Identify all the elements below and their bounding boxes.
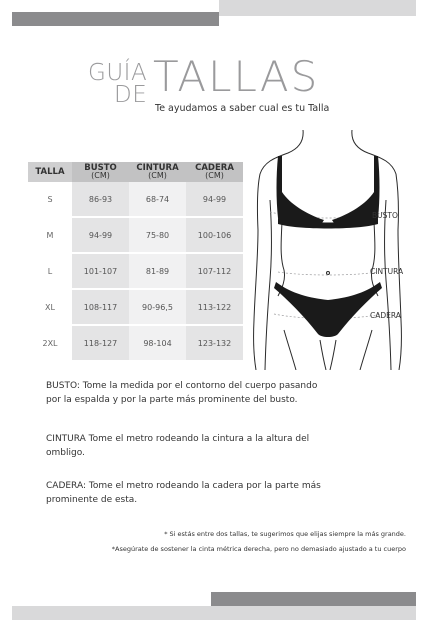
note-tape-measure: *Asegúrate de sostener la cinta métrica derecha, pero no demasiado ajustado a tu cuerpo [111,545,406,553]
term-cintura: CINTURA [46,434,86,444]
header-cadera [186,162,243,182]
top-dark-bar [12,12,219,26]
header-talla [28,162,72,182]
cell-busto: 94-99 [72,217,129,253]
header-cadera-unit: (CM) [205,171,224,181]
text-cadera: Tome el metro rodeando la cadera por la parte más prominente de esta. [46,481,321,505]
cell-talla: XL [28,289,72,325]
bottom-light-bar [12,606,416,620]
cell-busto: 108-117 [72,289,129,325]
page-title: TALLAS [153,52,320,101]
header-busto-unit: (CM) [91,171,110,181]
cell-talla: S [28,182,72,217]
note-size-between: * Si estás entre dos tallas, te sugerimos que elijas siempre la más grande. [164,530,406,538]
cell-cintura: 75-80 [129,217,186,253]
table-header-row [28,162,243,182]
cell-cintura: 98-104 [129,325,186,361]
description-cadera [46,480,326,507]
bikini-top [277,156,380,229]
body-figure-illustration [248,130,416,370]
cell-cintura: 81-89 [129,253,186,289]
header-busto [72,162,129,182]
text-cintura: Tome el metro rodeando la cintura a la altura del ombligo. [46,434,310,458]
description-cintura [46,433,326,460]
term-busto: BUSTO: [46,381,80,391]
header-busto-label: BUSTO [84,162,117,173]
cell-cadera: 113-122 [186,289,243,325]
bottom-dark-bar [211,592,416,606]
header-cintura-unit: (CM) [148,171,167,181]
table-row [28,217,243,253]
text-busto: Tome la medida por el contorno del cuerpo pasando por la espalda y por la parte más prominente del busto. [46,381,318,405]
table-row [28,289,243,325]
title-de: DE [114,82,148,108]
cell-busto: 86-93 [72,182,129,217]
cell-cadera: 107-112 [186,253,243,289]
size-table [28,162,243,362]
description-busto [46,380,326,407]
label-busto: BUSTO [372,211,398,220]
cell-talla: 2XL [28,325,72,361]
cell-cadera: 94-99 [186,182,243,217]
term-cadera: CADERA: [46,481,86,491]
bikini-bottom [274,282,382,337]
cell-cadera: 123-132 [186,325,243,361]
header-talla-label: TALLA [35,166,65,177]
title-guia: GUÍA [88,60,148,86]
subtitle: Te ayudamos a saber cual es tu Talla [155,103,330,114]
cell-busto: 118-127 [72,325,129,361]
cell-talla: L [28,253,72,289]
label-cadera: CADERA [370,311,401,320]
cell-cintura: 68-74 [129,182,186,217]
header-cintura-label: CINTURA [136,162,179,173]
header-cadera-label: CADERA [195,162,234,173]
cell-talla: M [28,217,72,253]
table-row [28,253,243,289]
cell-cadera: 100-106 [186,217,243,253]
top-light-bar [219,0,416,16]
cell-cintura: 90-96,5 [129,289,186,325]
header-cintura [129,162,186,182]
cell-busto: 101-107 [72,253,129,289]
table-row [28,325,243,361]
label-cintura: CINTURA [370,267,404,276]
table-row [28,182,243,217]
